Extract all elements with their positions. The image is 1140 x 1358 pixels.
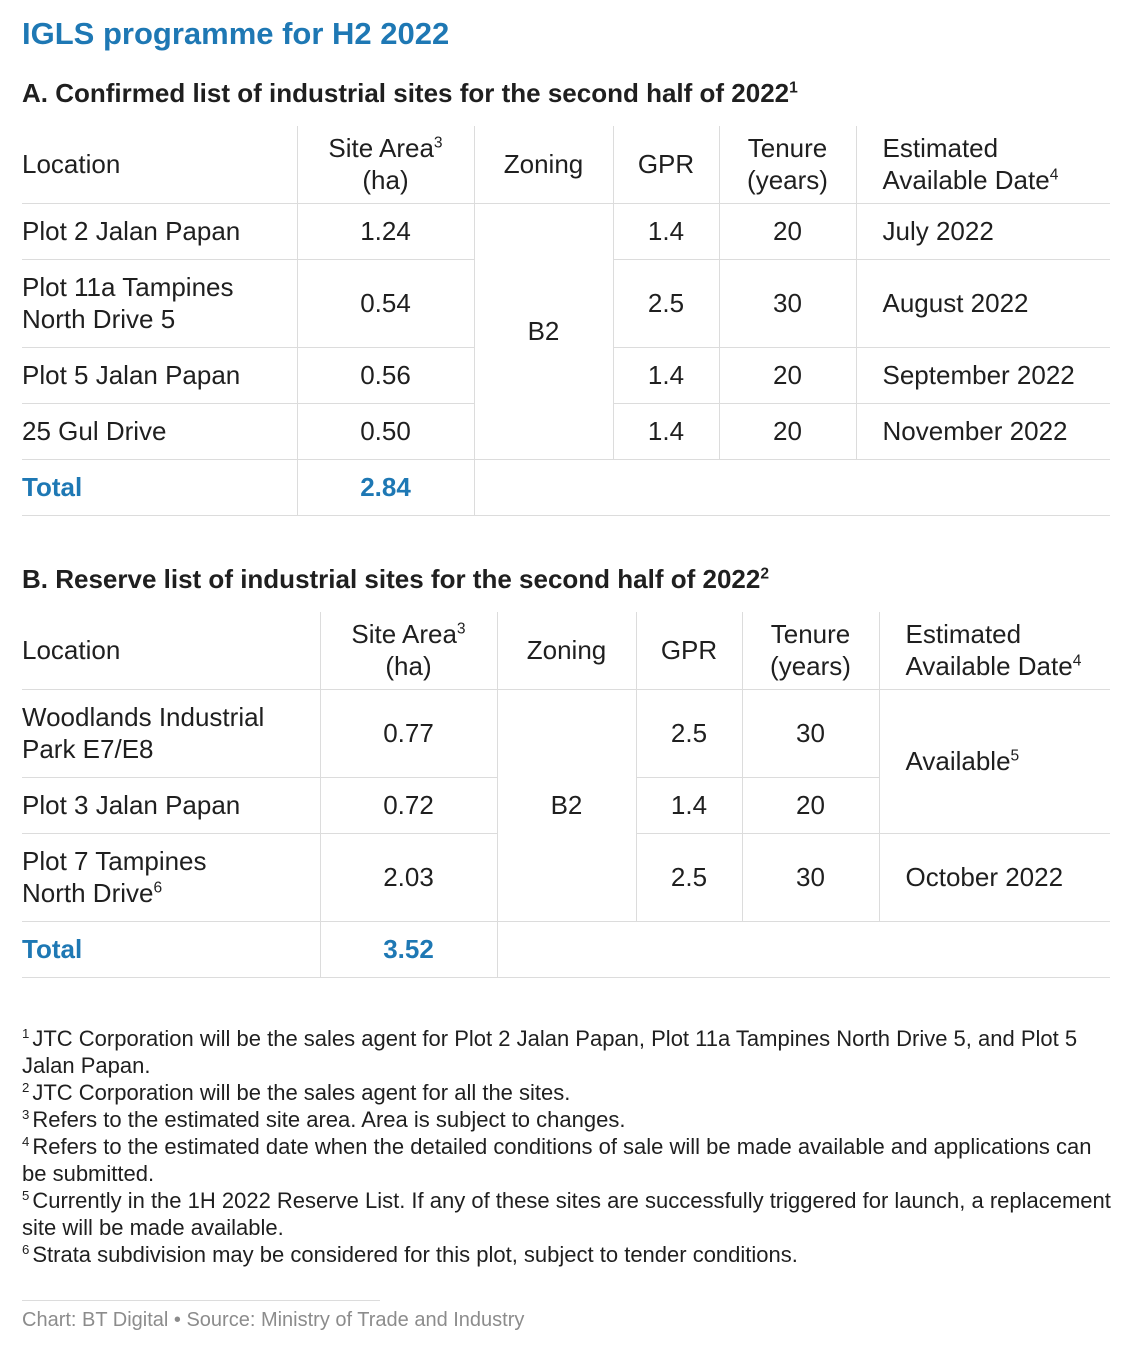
total-empty: [474, 459, 1110, 515]
section-a-heading-text: A. Confirmed list of industrial sites for the second half of 2022: [22, 78, 790, 108]
cell-gpr: 2.5: [613, 259, 719, 347]
cell-gpr: 1.4: [636, 777, 742, 833]
footnote: [22, 1106, 1117, 1133]
section-a-heading-note: 1: [789, 79, 798, 97]
header-tenure-unit: (years): [747, 165, 828, 196]
footnote-number: 4: [22, 1133, 30, 1149]
table-header-row: [22, 612, 1110, 689]
header-zoning: Zoning: [474, 126, 613, 203]
header-tenure-label: Tenure: [747, 133, 828, 164]
cell-tenure: 20: [719, 403, 856, 459]
header-date-label: Estimated: [905, 619, 1022, 650]
cell-gpr: 2.5: [636, 833, 742, 921]
footnote-number: 2: [22, 1079, 30, 1095]
cell-gpr: 1.4: [613, 347, 719, 403]
cell-area: 0.56: [297, 347, 474, 403]
cell-location-line1: Plot 7 Tampines: [22, 846, 207, 876]
header-site-area-label: Site Area: [351, 619, 457, 650]
cell-area: 0.50: [297, 403, 474, 459]
header-date-label-line2: Available Date: [905, 651, 1073, 682]
footnote: [22, 1241, 1117, 1268]
cell-location: [22, 259, 297, 347]
cell-area: 2.03: [320, 833, 497, 921]
cell-date: October 2022: [879, 833, 1110, 921]
header-site-area-unit: (ha): [385, 651, 432, 682]
cell-area: 0.54: [297, 259, 474, 347]
footnote-text: Refers to the estimated site area. Area is subject to changes.: [32, 1107, 626, 1132]
confirmed-sites-table: [22, 126, 1110, 516]
cell-date: November 2022: [856, 403, 1110, 459]
footnote-number: 5: [22, 1187, 30, 1203]
cell-location: 25 Gul Drive: [22, 403, 297, 459]
header-date-label: Estimated: [882, 133, 999, 164]
footnote-text: Strata subdivision may be considered for this plot, subject to tender conditions.: [32, 1242, 798, 1267]
header-date: [879, 612, 1110, 689]
footnote: [22, 1079, 1117, 1106]
cell-location: Plot 3 Jalan Papan: [22, 777, 320, 833]
cell-tenure: 20: [742, 777, 879, 833]
footnote-text: JTC Corporation will be the sales agent for all the sites.: [32, 1080, 571, 1105]
available-label: Available: [905, 746, 1011, 776]
cell-gpr: 2.5: [636, 689, 742, 777]
cell-zoning: B2: [474, 203, 613, 459]
header-site-area: [320, 612, 497, 689]
cell-date: August 2022: [856, 259, 1110, 347]
reserve-sites-table: [22, 612, 1110, 978]
table-row: [22, 689, 1110, 777]
header-site-area-note: 3: [433, 134, 443, 152]
header-site-area: [297, 126, 474, 203]
footnotes: [22, 1025, 1117, 1268]
header-tenure: [742, 612, 879, 689]
footnote-text: Currently in the 1H 2022 Reserve List. If any of these sites are successfully triggered for launch, a replacement site will be made available.: [22, 1188, 1111, 1240]
total-row: [22, 459, 1110, 515]
footnote-text: Refers to the estimated date when the detailed conditions of sale will be made available and applications can be submitted.: [22, 1134, 1092, 1186]
source-divider: [22, 1300, 380, 1301]
cell-gpr: 1.4: [613, 403, 719, 459]
cell-area: 0.72: [320, 777, 497, 833]
total-row: [22, 921, 1110, 977]
footnote-number: 1: [22, 1025, 30, 1041]
cell-location-line1: Plot 11a Tampines: [22, 272, 234, 302]
footnote-text: JTC Corporation will be the sales agent for Plot 2 Jalan Papan, Plot 11a Tampines North Drive 5, and Plot 5 Jalan Papan.: [22, 1026, 1078, 1078]
cell-date-available: [879, 689, 1110, 833]
cell-location-line2: North Drive 5: [22, 304, 176, 334]
footnote-number: 6: [22, 1241, 30, 1257]
header-date-note: 4: [1049, 166, 1059, 184]
footnote: [22, 1025, 1117, 1079]
header-location: Location: [22, 126, 297, 203]
cell-location-line2: Park E7/E8: [22, 734, 154, 764]
cell-location-line2: North Drive: [22, 878, 154, 908]
cell-location: Plot 5 Jalan Papan: [22, 347, 297, 403]
header-gpr: GPR: [636, 612, 742, 689]
header-tenure-label: Tenure: [770, 619, 851, 650]
header-tenure-unit: (years): [770, 651, 851, 682]
header-location: Location: [22, 612, 320, 689]
footnote: [22, 1133, 1117, 1187]
cell-location-line1: Woodlands Industrial: [22, 702, 265, 732]
cell-location: [22, 689, 320, 777]
cell-area: 1.24: [297, 203, 474, 259]
cell-tenure: 20: [719, 347, 856, 403]
cell-date: July 2022: [856, 203, 1110, 259]
available-note: 5: [1010, 747, 1020, 765]
section-b-heading-note: 2: [760, 565, 770, 583]
cell-zoning: B2: [497, 689, 636, 921]
footnote: [22, 1187, 1117, 1241]
footnote-number: 3: [22, 1106, 30, 1122]
section-b-heading-text: B. Reserve list of industrial sites for the second half of 2022: [22, 564, 761, 594]
total-empty: [497, 921, 1110, 977]
header-site-area-unit: (ha): [362, 165, 409, 196]
cell-tenure: 30: [742, 833, 879, 921]
cell-gpr: 1.4: [613, 203, 719, 259]
total-value: 2.84: [297, 459, 474, 515]
table-header-row: [22, 126, 1110, 203]
cell-tenure: 30: [742, 689, 879, 777]
cell-tenure: 20: [719, 203, 856, 259]
section-b-heading: [22, 564, 769, 595]
cell-date: September 2022: [856, 347, 1110, 403]
header-date: [856, 126, 1110, 203]
header-site-area-note: 3: [456, 620, 466, 638]
header-date-note: 4: [1072, 652, 1082, 670]
cell-area: 0.77: [320, 689, 497, 777]
header-date-label-line2: Available Date: [882, 165, 1050, 196]
header-gpr: GPR: [613, 126, 719, 203]
cell-location-note: 6: [153, 879, 163, 897]
section-a-heading: [22, 78, 798, 109]
total-value: 3.52: [320, 921, 497, 977]
header-tenure: [719, 126, 856, 203]
header-zoning: Zoning: [497, 612, 636, 689]
header-site-area-label: Site Area: [328, 133, 434, 164]
source-credit: Chart: BT Digital • Source: Ministry of Trade and Industry: [22, 1309, 525, 1331]
cell-location: [22, 833, 320, 921]
total-label: Total: [22, 921, 320, 977]
table-row: [22, 203, 1110, 259]
cell-location: Plot 2 Jalan Papan: [22, 203, 297, 259]
page-title: IGLS programme for H2 2022: [22, 16, 450, 51]
cell-tenure: 30: [719, 259, 856, 347]
total-label: Total: [22, 459, 297, 515]
